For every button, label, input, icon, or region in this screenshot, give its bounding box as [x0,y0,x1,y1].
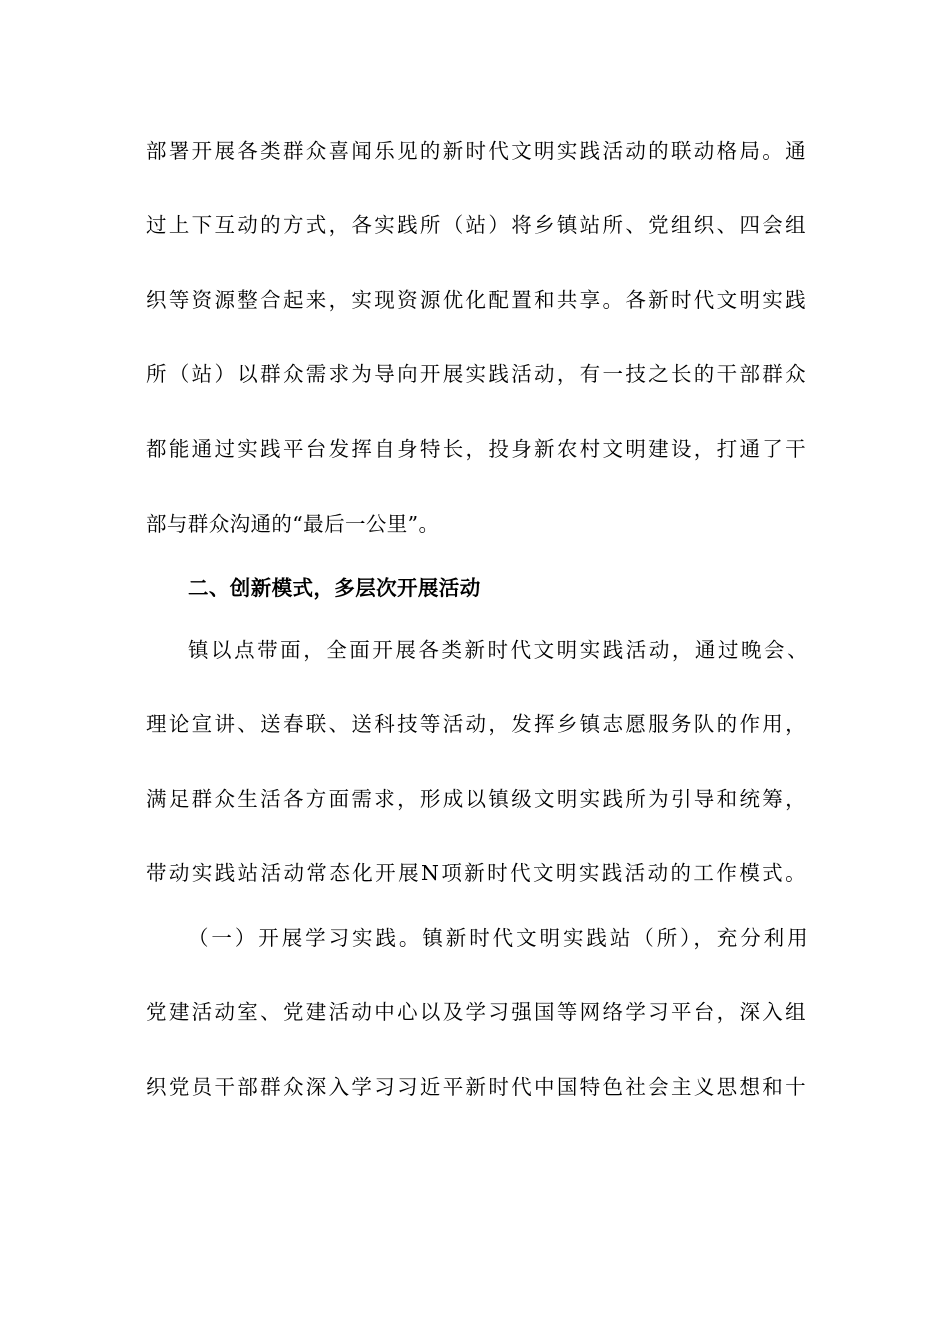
paragraph-line: 织党员干部群众深入学习习近平新时代中国特色社会主义思想和十 [146,1075,806,1099]
paragraph-line: 满足群众生活各方面需求，形成以镇级文明实践所为引导和统筹， [146,787,806,811]
paragraph-line: 党建活动室、党建活动中心以及学习强国等网络学习平台，深入组 [146,1000,806,1024]
paragraph-line: 过上下互动的方式，各实践所（站）将乡镇站所、党组织、四会组 [146,213,806,237]
paragraph-line: 部署开展各类群众喜闻乐见的新时代文明实践活动的联动格局。通 [146,139,806,163]
paragraph-line: （一）开展学习实践。镇新时代文明实践站（所），充分利用 [188,926,808,950]
paragraph-line: 所（站）以群众需求为导向开展实践活动，有一技之长的干部群众 [146,362,806,386]
paragraph-line: 镇以点带面，全面开展各类新时代文明实践活动，通过晚会、 [188,638,808,662]
paragraph-line: 带动实践站活动常态化开展N项新时代文明实践活动的工作模式。 [146,861,806,885]
paragraph-line: 都能通过实践平台发挥自身特长，投身新农村文明建设，打通了干 [146,437,806,461]
paragraph-line: 部与群众沟通的“最后一公里”。 [146,512,440,536]
paragraph-line: 理论宣讲、送春联、送科技等活动，发挥乡镇志愿服务队的作用， [146,712,806,736]
section-heading: 二、创新模式，多层次开展活动 [188,576,481,600]
paragraph-line: 织等资源整合起来，实现资源优化配置和共享。各新时代文明实践 [146,288,806,312]
